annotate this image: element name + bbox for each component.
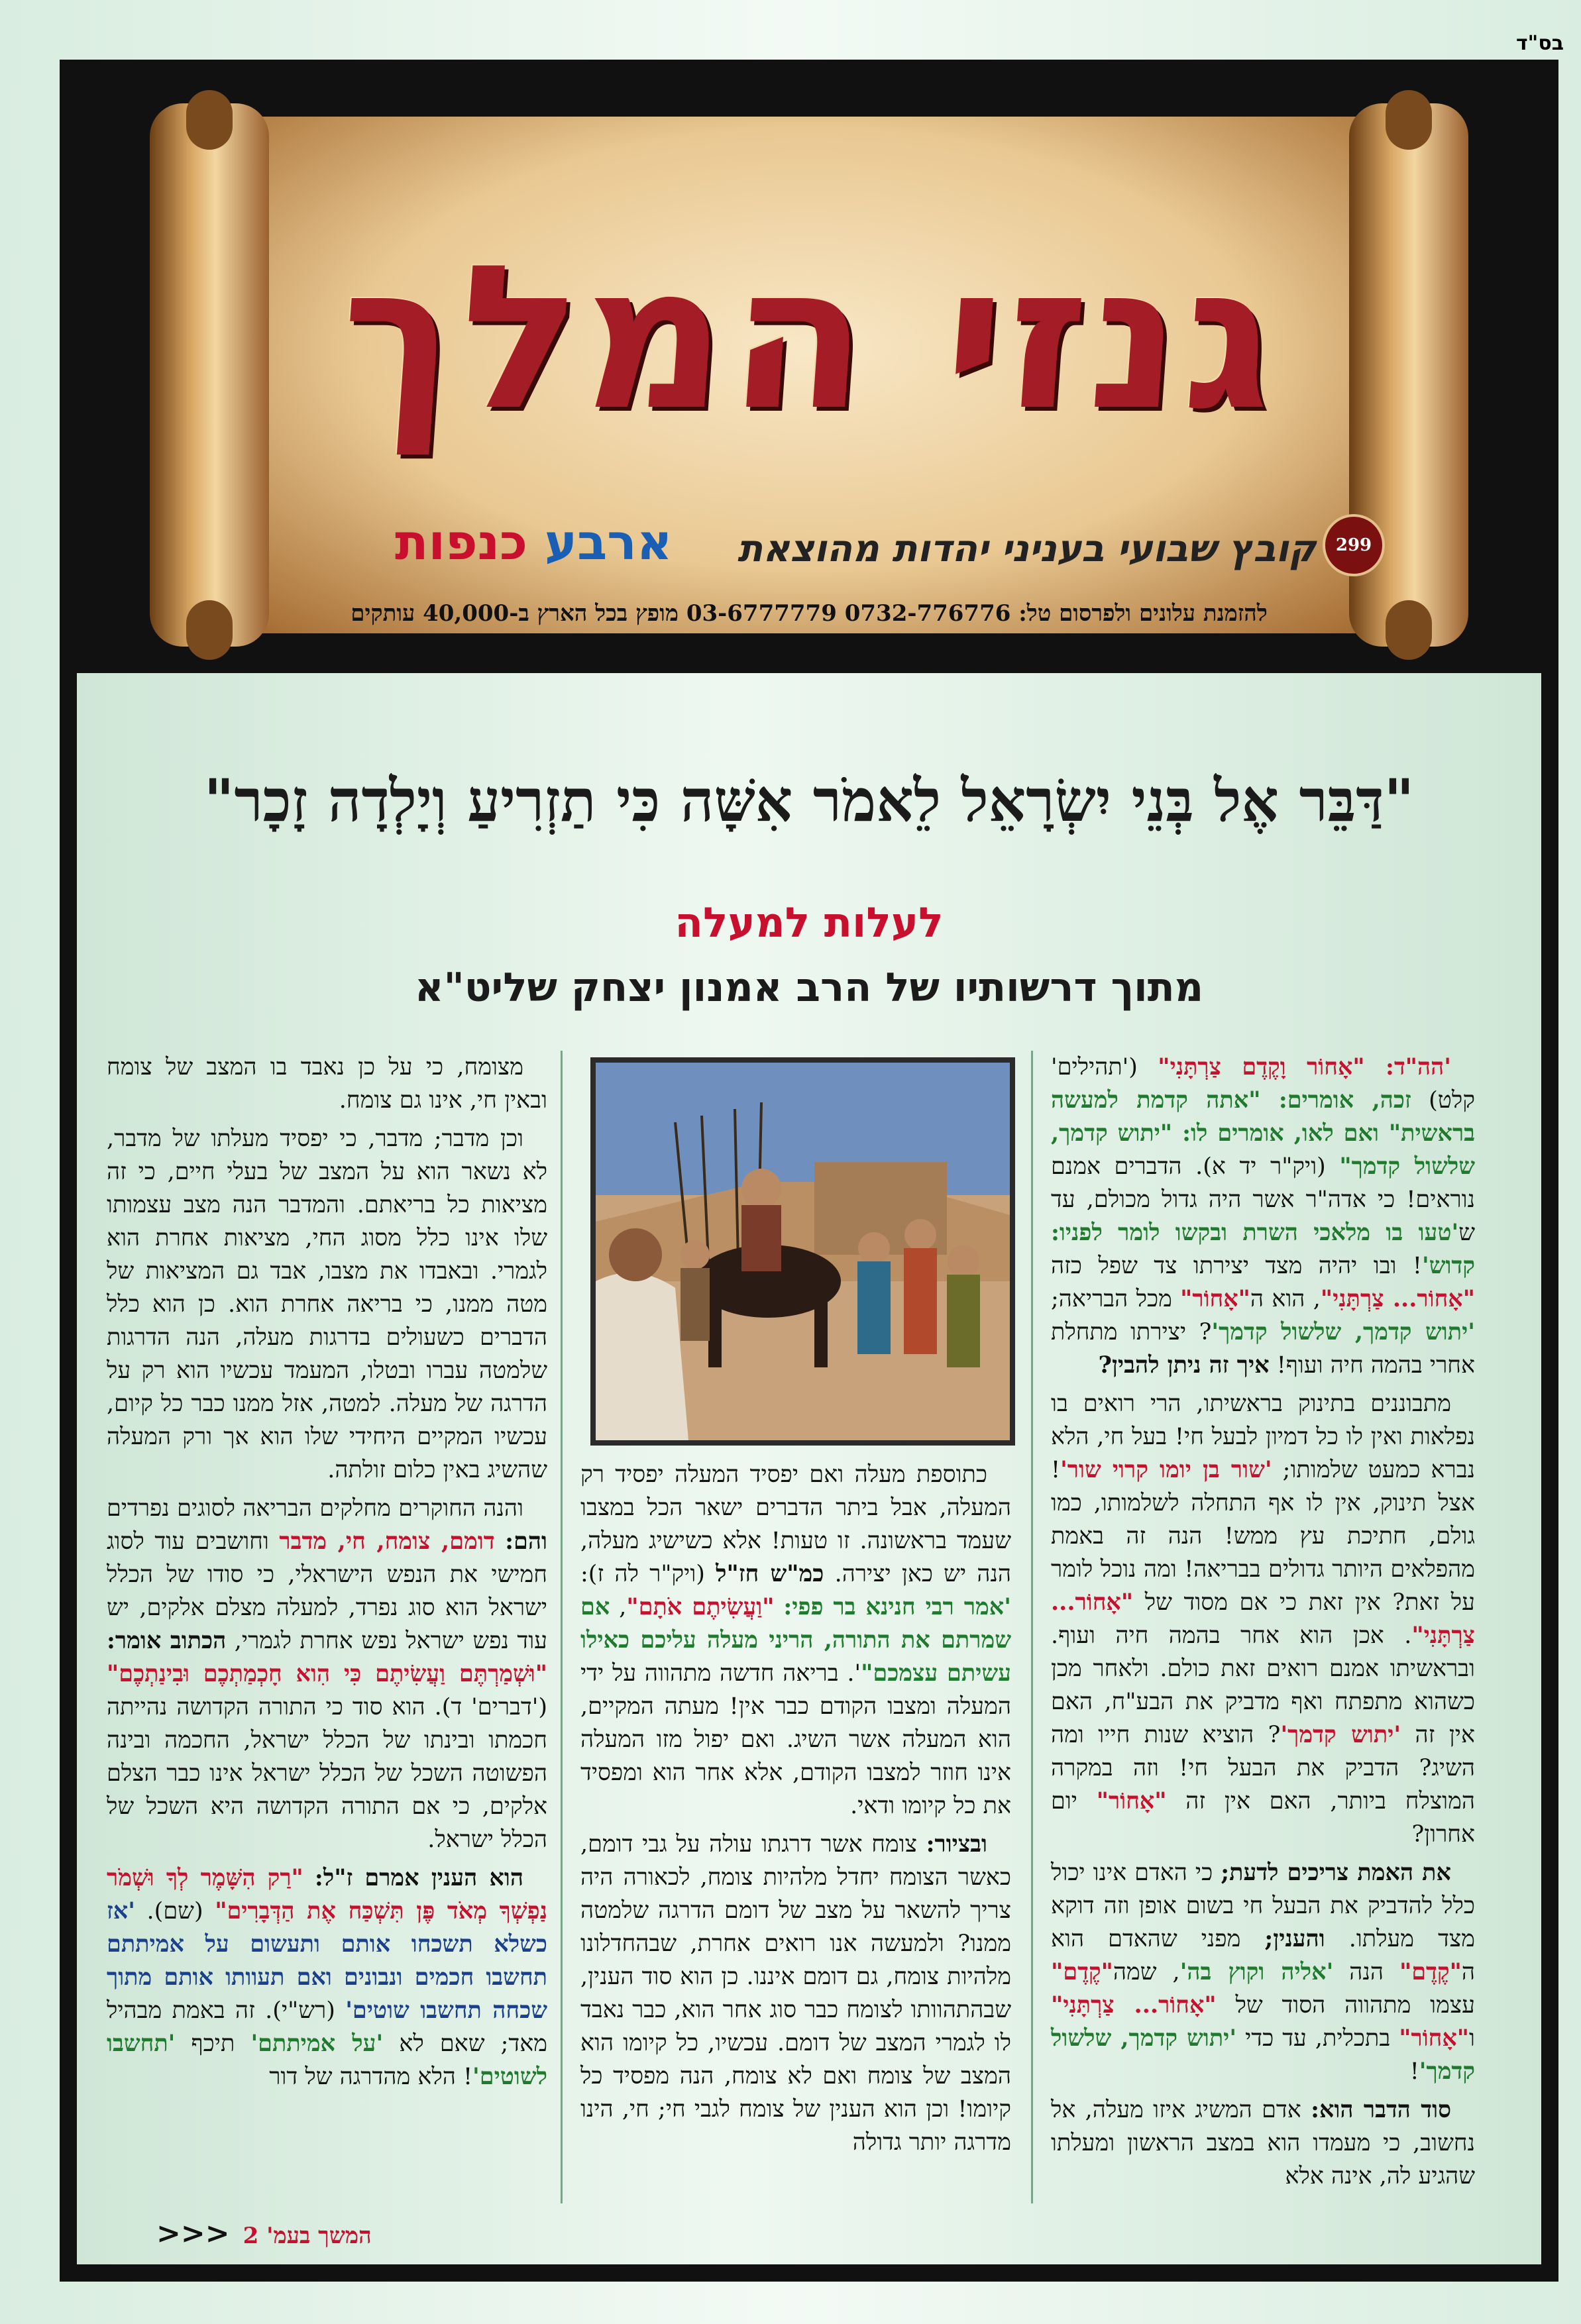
paragraph: סוד הדבר הוא: אדם המשיג איזו מעלה, אל נחשוב, כי מעמדו הוא במצב הראשון ומעלתו שהגיע לה, אינה אלא (1051, 2096, 1475, 2190)
paragraph: 'הה"ד: "אָחוֹר וָקֶדֶם צַרְתָּנִי" ('תהילים' קלט) זכה, אומרים: "אתה קדמת למעשה בראשית" ואם לאו, אומרים לו: "יתוש קדמך, שלשול קדמך" (ויק"ר יד א). הדברים אמנם נוראים! כי אדה"ר אשר היה גדול מכולם, עד ש'טעו בו מלאכי השרת ובקשו לומר לפניו: קדוש'! ובו יהיה מצד יצירתו צד שפל כזה "אָחוֹר... צַרְתָּנִי", הוא ה"אָחוֹר" מכל הבריאה; 'יתוש קדמך, שלשול קדמך'? יצירתו מתחלת אחרי בהמה חיה ועוף! איך זה ניתן להבין? (1051, 1053, 1476, 1379)
newsletter-subtitle: קובץ שבועי בעניני יהדות מהוצאת (737, 527, 1316, 570)
brand-word-1: ארבע (544, 514, 673, 571)
publisher-brand (395, 514, 673, 571)
paragraph: וכן מדבר; מדבר, כי יפסיד מעלתו של מדבר, לא נשאר הוא על המצב של בעלי חיים, כי זה מציאות כל בריאתם. והמדבר הנה מצב עצמותו שלו אינו כלל מסוג החי, מציאות אחרת הוא לגמרי. ובאבדו את מצבו, אבד גם המציאות של מטה ממנו, כי בריאה אחרת הוא. כן הוא כלל הדברים כשעולים בדרגות מעלה, הנה הדרגות שלמטה עברו ובטלו, המעמד עכשיו הוא רק על הדרגה של מעלה. למטה, אזל ממנו כבר כל קיום, עכשיו המקיים היחידי שלו הוא אך ורק המעלה שהשיג באין כלום זולתה. (107, 1126, 547, 1483)
paragraph: את האמת צריכים לדעת; כי האדם אינו יכול כלל להדביק את הבעל חי בשום אופן וזה דוקא מצד מעלתו. והענין; מפני שהאדם הוא ה"קֶדֶם" הנה 'אליה וקוץ בה', שמה"קֶדֶם" עצמו מתהווה הסוד של "אָחוֹר... צַרְתָּנִי" ו"אָחוֹר" בתכלית, עד כדי 'יתוש קדמך, שלשול קדמך'! (1051, 1859, 1475, 2085)
continue-note (156, 2217, 488, 2250)
contact-line: להזמנת עלונים ולפרסום טל: 0732-776776 03-6777779 מופץ בכל הארץ ב-40,000 עותקים (351, 600, 1268, 627)
scroll-knob (186, 90, 233, 150)
scroll-knob (1386, 600, 1432, 660)
torah-verse: "דַּבֵּר אֶל בְּנֵי יִשְׂרָאֵל לֵאמֹר אִשָּׁה כִּי תַזְרִיעַ וְיָלְדָה זָכָר" (203, 766, 1415, 835)
paragraph: והנה החוקרים מחלקים הבריאה לסוגים נפרדים והם: דומם, צומח, חי, מדבר וחושבים עוד לסוג חמישי את הנפש הישראלי, כי סודו של הכלל ישראל הוא סוג נפרד, למעלה מצלם אלקים, יש עוד נפש ישראל נפש אחרת לגמרי, הכתוב אומר: "וּשְׁמַרְתֶּם וַעֲשִׂיתֶם כִּי הִוא חָכְמַתְכֶם וּבִינַתְכֶם" ('דברים' ד). הוא סוד כי התורה הקדושה נהייתה חכמתו ובינתו של הכלל ישראל, החכמה ובינה הפשוטה השכל של הכלל ישראל אינו כבר הצלם אלקים, כי אם התורה הקדושה היא השכל של הכלל ישראל. (107, 1495, 547, 1853)
scroll-knob (186, 600, 233, 660)
continue-arrows: <<< (156, 2217, 230, 2250)
column-divider (561, 1051, 563, 2203)
page-tag: בס"ד (1516, 32, 1564, 55)
paragraph: כתוספת מעלה ואם יפסיד המעלה יפסיד רק המעלה, אבל ביתר הדברים ישאר הכל במצבו שעמד בראשונה. זו טעות! אלא כשישיג מעלה, הנה יש כאן יצירה. כמ"ש חז"ל (ויק"ר לה ז): 'אמר רבי חנינא בר פפי: "וַעֲשִׂיתֶם אֹתָם", אם שמרתם את התורה, הריני מעלה עליכם כאילו עשיתם עצמכם"'. בריאה חדשה מתהווה על ידי המעלה ומצבו הקודם כבר אין! מעתה המקיים, הוא המעלה אשר השיג. ואם יפול מזו המעלה אינו חוזר למצבו הקודם, אלא אחר הוא ומפסיד את כל קיומו ודאי. (580, 1461, 1011, 1819)
scroll-knob (1386, 90, 1432, 150)
issue-number-badge: 299 (1323, 514, 1385, 576)
column-divider (1031, 1051, 1033, 2203)
article-kicker: לעלות למעלה (675, 898, 944, 947)
page-frame (60, 60, 1558, 2282)
paragraph: מתבוננים בתינוק בראשיתו, הרי רואים בו נפלאות ואין לו כל דמיון לבעל חי! בעל חי, הלא נברא כמעט שלמותו; 'שור בן יומו קרוי שור'! אצל תינוק, אין לו אף התחלה לשלמותו, כמו גולם, חתיכת עץ ממש! הנה זה באמת מהפלאים היותר גדולים בבריאה! ומה נוכל לומר על זאת? אין זאת כי אם מסוד של "אָחוֹר... צַרְתָּנִי". אכן הוא אחר בהמה חיה ועוף. ובראשיתו אמנם רואים זאת כולם. ולאחר מכן כשהוא מתפתח ואף מדביק את הבע"ח, האם אין זה 'יתוש קדמך'? הוציא שנות חייו ומה השיג? הדביק את הבעל חי! וזה במקרה המוצלח ביותר, האם אין זה "אָחוֹר" יום אחרון? (1051, 1391, 1475, 1848)
continue-label: המשך בעמ' 2 (243, 2223, 372, 2249)
newsletter-title: גנזי המלך (332, 223, 1286, 454)
illustration-horseman-crowd (590, 1057, 1015, 1446)
article-byline: מתוך דרשותיו של הרב אמנון יצחק שליט"א (414, 965, 1204, 1011)
paragraph: ובציור: צומח אשר דרגתו עולה על גבי דומם, כאשר הצומח יחדל מלהיות צומח, לכאורה היה צריך להשאר על מצב של דומם הדרגה שלמטה ממנו? ולמעשה אנו רואים אחרת, שבהחדלונו מלהיות צומח, גם דומם איננו. כן הוא סוד הענין, שבהתהוותו לצומח כבר סוג אחר הוא, כבר נאבד לו לגמרי המצב של דומם. עכשיו, כל קיומו הוא המצב של צומח ואם לא צומח, הנה מפסיד כל קיומו! וכן הוא הענין של צומח לגבי חי; חי, הינו מדרגה יותר גדולה (580, 1830, 1011, 2156)
illustration-art (596, 1063, 1010, 1440)
article-column-right (1051, 1051, 1475, 2190)
article-column-middle (580, 1458, 1011, 2187)
brand-word-2: כנפות (395, 514, 528, 571)
paragraph: מצומח, כי על כן נאבד בו המצב של צומח ובאין חי, אינו גם צומח. (107, 1054, 547, 1114)
article-column-left (107, 1051, 547, 2177)
masthead (77, 77, 1541, 673)
paragraph: הוא הענין אמרם ז"ל: "רַק הִשָּׁמֶר לְךָ וּשְׁמֹר נַפְשְׁךָ מְאֹד פֶּן תִּשְׁכַּח אֶת הַדְּבָרִים" (שם). 'אז כשלא תשכחו אותם ותעשום על אמיתתם תחשבו חכמים ונבונים ואם תעוותו אותם מתוך שכחה תחשבו שוטים' (רש"י). זה באמת מבהיל מאד; שאם לא 'על אמיתתם' תיכף 'תחשבו לשוטים'! הלא מהדרגה של דור (107, 1864, 548, 2090)
